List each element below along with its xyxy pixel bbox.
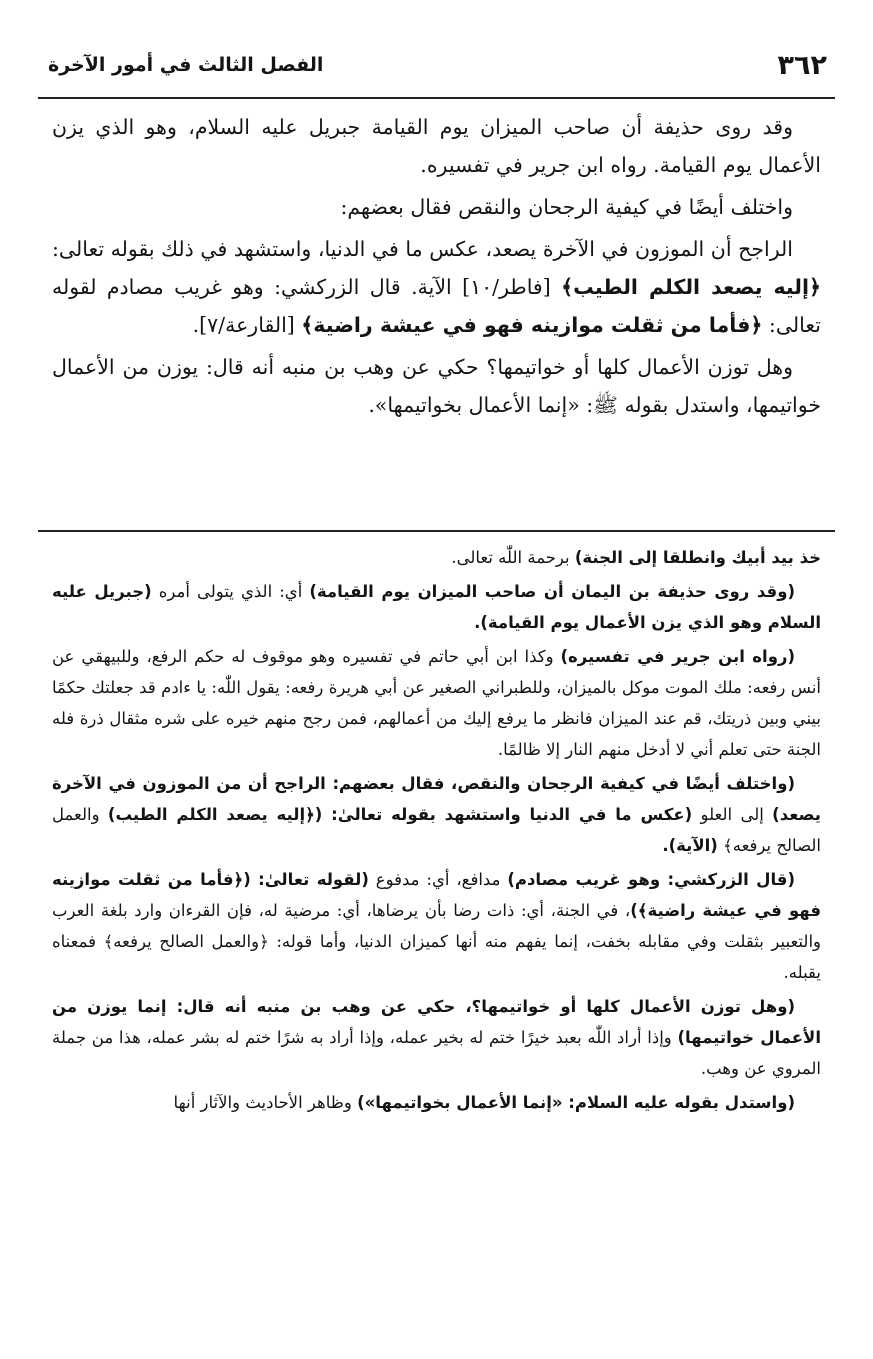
commentary-paragraph-1 [52, 542, 821, 573]
page-header [38, 44, 835, 96]
text-run: ، في الجنة، أي: ذات رضا بأن يرضاها، أي: مرضية له، فإن القرءان وارد بلغة العرب والتعبير بثقلت وفي مقابله بخفت، إنما يفهم منه أنها كميزان الدنيا، وأما قوله: ﴿والعمل الصالح يرفعه﴾ فمعناه يقبله. [52, 901, 821, 982]
quoted-text: (وهل توزن الأعمال كلها أو خواتيمها؟، حكي عن وهب بن منبه أنه قال: إنما يوزن من الأعمال خواتيمها) [52, 997, 821, 1047]
chapter-title: الفصل الثالث في أمور الآخرة [48, 54, 324, 76]
quoted-text: (وقد روى حذيفة بن اليمان أن صاحب الميزان يوم القيامة) [309, 582, 795, 601]
quoted-text: (جبريل عليه السلام وهو الذي يزن الأعمال يوم القيامة). [52, 582, 821, 632]
main-paragraph-1: وقد روى حذيفة أن صاحب الميزان يوم القيامة جبريل عليه السلام، وهو الذي يزن الأعمال يوم القيامة. رواه ابن جرير في تفسيره. [52, 115, 821, 177]
quoted-text: (قال الزركشي: وهو غريب مصادم) [507, 870, 796, 889]
text-run: [فاطر/١٠] الآية. قال الزركشي: وهو غريب مصادم لقوله تعالى: [52, 275, 821, 337]
commentary-paragraph-3 [52, 641, 821, 765]
commentary-paragraph-5 [52, 864, 821, 988]
quoted-text: (عكس ما في الدنيا واستشهد بقوله تعالىٰ: (﴿إليه يصعد الكلم الطيب) [107, 805, 693, 824]
quoted-text: (واختلف أيضًا في كيفية الرجحان والنقص، فقال بعضهم: الراجح أن من الموزون في الآخرة يصعد) [52, 774, 821, 824]
quoted-text: (لقوله تعالىٰ: (﴿فأما من ثقلت موازينه فهو في عيشة راضية﴾) [52, 870, 821, 920]
section-divider [38, 530, 835, 532]
main-text [52, 108, 821, 528]
quoted-text: (واستدل بقوله عليه السلام: «إنما الأعمال بخواتيمها») [357, 1093, 795, 1112]
text-run: مدافع، أي: مدفوع [368, 870, 508, 889]
text-run: أي: الذي يتولى أمره [151, 582, 310, 601]
header-rule [38, 97, 835, 99]
text-run: [القارعة/٧]. [192, 313, 302, 337]
main-paragraph-2: واختلف أيضًا في كيفية الرجحان والنقص فقال بعضهم: [340, 195, 793, 219]
main-paragraph-4: وهل توزن الأعمال كلها أو خواتيمها؟ حكي عن وهب بن منبه أنه قال: يوزن من الأعمال خواتيمها، واستدل بقوله ﷺ: «إنما الأعمال بخواتيمها». [52, 355, 821, 417]
quran-verse: ﴿فأما من ثقلت موازينه فهو في عيشة راضية﴾ [301, 313, 763, 337]
commentary-text [52, 542, 821, 1342]
quoted-text: (الآية). [662, 836, 718, 855]
commentary-paragraph-7 [52, 1087, 821, 1118]
text-run: الراجح أن الموزون في الآخرة يصعد، عكس ما في الدنيا، واستشهد في ذلك بقوله تعالى: [52, 237, 793, 261]
quran-verse: ﴿إليه يصعد الكلم الطيب﴾ [561, 275, 821, 299]
main-paragraph-3 [52, 230, 821, 344]
text-run: والعمل الصالح يرفعه﴾ [52, 805, 821, 855]
commentary-paragraph-6 [52, 991, 821, 1084]
commentary-paragraph-4 [52, 768, 821, 861]
quoted-text: (رواه ابن جرير في تفسيره) [560, 647, 796, 666]
text-run: وإذا أراد اللّٰه بعبد خيرًا ختم له بخير عمله، وإذا أراد به شرًا ختم له بشر عمله، هذا من جملة المروي عن وهب. [52, 1028, 821, 1078]
page-number: ٣٦٢ [777, 50, 827, 81]
text-run: إلى العلو [692, 805, 773, 824]
quoted-text: خذ بيد أبيك وانطلقا إلى الجنة) [574, 548, 821, 567]
text-run: برحمة اللّٰه تعالى. [451, 548, 575, 567]
text-run: وظاهر الأحاديث والآثار أنها [173, 1093, 358, 1112]
commentary-paragraph-2 [52, 576, 821, 638]
text-run: وكذا ابن أبي حاتم في تفسيره وهو موقوف له حكم الرفع، وللبيهقي عن أنس رفعه: ملك الموت موكل بالميزان، وللطبراني الصغير عن أبي هريرة رفعه: يقول اللّٰه: يا ءادم قد جعلتك حكمًا بيني وبين ذريتك، قم عند الميزان فانظر ما يرفع إليك من أعمالهم، فمن رجح منهم خيره على شره مثقال ذرة فله الجنة حتى تعلم أني لا أدخل منهم النار إلا ظالمًا. [52, 647, 821, 759]
